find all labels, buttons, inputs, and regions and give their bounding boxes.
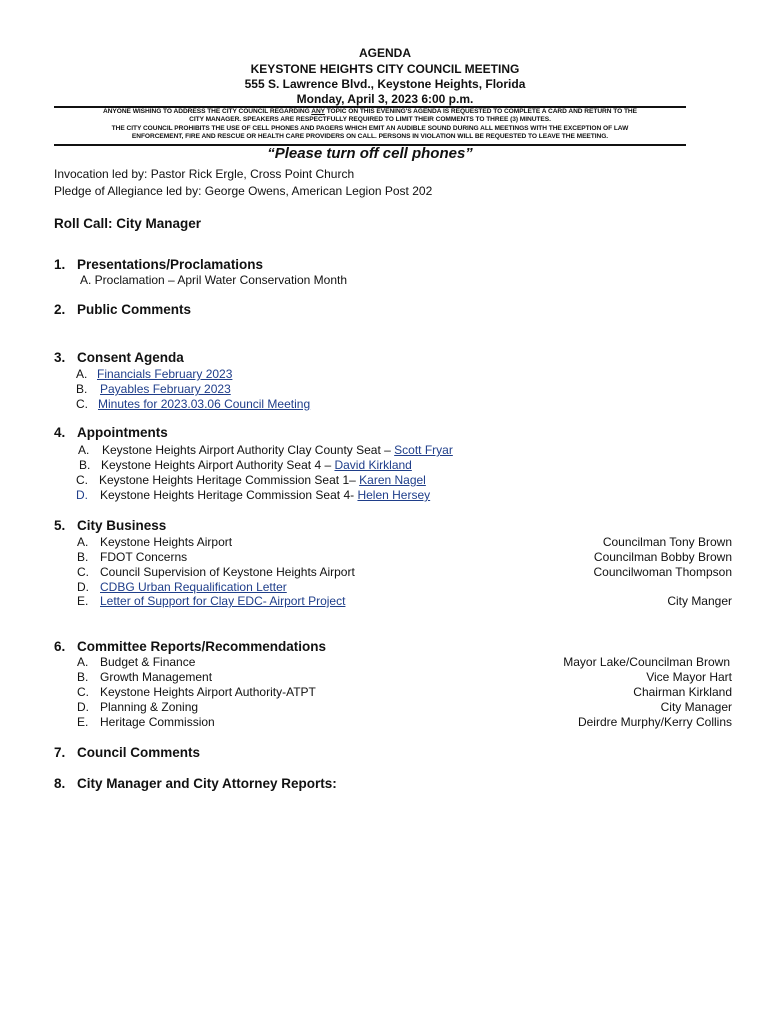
notice-line1-post: TOPIC ON THIS EVENING'S AGENDA IS REQUESTED TO COMPLETE A CARD AND RETURN TO THE <box>324 108 637 115</box>
section-8-heading <box>54 776 337 791</box>
notice-line3: THE CITY COUNCIL PROHIBITS THE USE OF CELL PHONES AND PAGERS WHICH EMIT AN AUDIBLE SOUND DURING ALL MEETINGS WITH THE EXCEPTION OF LAW <box>111 124 629 132</box>
s6-item-d-presenter: City Manager <box>660 700 732 714</box>
item-text: Keystone Heights Heritage Commission Seat 1– <box>99 473 360 487</box>
item-text: Heritage Commission <box>100 715 215 729</box>
public-notice <box>54 108 686 142</box>
section-4-heading <box>54 425 168 440</box>
item-letter: C. <box>77 565 89 579</box>
s6-item-c <box>77 685 316 699</box>
notice-line4: ENFORCEMENT, FIRE AND RESCUE OR HEALTH CARE PROVIDERS ON CALL. PERSONS IN VIOLATION WILL BE REQUESTED TO LEAVE THE MEETING. <box>131 133 609 141</box>
item-letter: A. <box>77 655 89 669</box>
section-number: 7. <box>54 745 66 760</box>
section-number: 2. <box>54 302 66 317</box>
section-5-heading <box>54 518 166 533</box>
david-kirkland-link[interactable]: David Kirkland <box>334 458 412 472</box>
notice-line1-pre: ANYONE WISHING TO ADDRESS THE CITY COUNCIL REGARDING <box>103 108 312 115</box>
section-title: Public Comments <box>77 302 192 317</box>
item-text: Growth Management <box>100 670 213 684</box>
s5-item-b <box>77 550 187 564</box>
s5-item-c <box>77 565 355 579</box>
invocation-line: Invocation led by: Pastor Rick Ergle, Cross Point Church <box>54 167 355 181</box>
s6-item-a <box>77 655 195 669</box>
item-letter: A. <box>76 367 88 381</box>
pledge-line: Pledge of Allegiance led by: George Owens, American Legion Post 202 <box>54 184 433 198</box>
item-text: Budget & Finance <box>100 655 196 669</box>
item-letter: B. <box>76 382 88 396</box>
section-number: 5. <box>54 518 66 533</box>
s5-item-a <box>77 535 232 549</box>
cell-phone-reminder: “Please turn off cell phones” <box>267 145 473 162</box>
section-title: City Business <box>77 518 167 533</box>
item-letter: B. <box>77 670 89 684</box>
item-letter: D. <box>77 700 89 714</box>
item-text: Planning & Zoning <box>100 700 199 714</box>
item-text: Keystone Heights Airport Authority Clay County Seat – <box>102 443 395 457</box>
cdbg-letter-link[interactable]: CDBG Urban Requalification Letter <box>100 580 287 594</box>
s4-item-c <box>76 473 426 487</box>
item-letter: B. <box>77 550 89 564</box>
section-3-heading <box>54 350 184 365</box>
section-title: Consent Agenda <box>77 350 184 365</box>
item-letter: A. <box>77 535 89 549</box>
s4-item-b <box>79 458 412 472</box>
meeting-address: 555 S. Lawrence Blvd., Keystone Heights, Florida <box>244 77 526 91</box>
s6-item-a-presenter: Mayor Lake/Councilman Brown <box>563 655 730 669</box>
section-7-heading <box>54 745 200 760</box>
section-1-heading <box>54 257 263 272</box>
clay-edc-letter-link[interactable]: Letter of Support for Clay EDC- Airport Project <box>100 594 346 608</box>
item-text: FDOT Concerns <box>100 550 188 564</box>
notice-any: ANY <box>311 108 325 115</box>
scott-fryar-link[interactable]: Scott Fryar <box>394 443 453 457</box>
section-number: 1. <box>54 257 66 272</box>
meeting-title: KEYSTONE HEIGHTS CITY COUNCIL MEETING <box>250 62 520 76</box>
item-letter: C. <box>76 473 88 487</box>
section-title: Council Comments <box>77 745 201 760</box>
s3-item-a <box>76 367 232 381</box>
item-letter: B. <box>79 458 91 472</box>
s5-item-a-presenter: Councilman Tony Brown <box>602 535 732 549</box>
item-letter: D. <box>76 488 88 502</box>
section-number: 8. <box>54 776 66 791</box>
s6-item-b-presenter: Vice Mayor Hart <box>646 670 732 684</box>
item-letter: E. <box>77 715 89 729</box>
s1-item-a: A. Proclamation – April Water Conservation Month <box>80 273 348 287</box>
payables-link[interactable]: Payables February 2023 <box>100 382 231 396</box>
item-letter: C. <box>77 685 89 699</box>
s3-item-c <box>76 397 310 411</box>
section-number: 6. <box>54 639 66 654</box>
item-text: Council Supervision of Keystone Heights Airport <box>100 565 355 579</box>
minutes-link[interactable]: Minutes for 2023.03.06 Council Meeting <box>98 397 311 411</box>
s6-item-b <box>77 670 212 684</box>
s5-item-e <box>77 594 345 608</box>
section-6-heading <box>54 639 326 654</box>
s6-item-e-presenter: Deirdre Murphy/Kerry Collins <box>577 715 732 729</box>
section-number: 4. <box>54 425 66 440</box>
item-letter: D. <box>77 580 89 594</box>
section-title: City Manager and City Attorney Reports: <box>77 776 337 791</box>
notice-line2: CITY MANAGER. SPEAKERS ARE RESPECTFULLY REQUIRED TO LIMIT THEIR COMMENTS TO THREE (3) MINUTES. <box>189 116 551 124</box>
item-text: Keystone Heights Heritage Commission Seat 4- <box>100 488 358 502</box>
financials-link[interactable]: Financials February 2023 <box>97 367 233 381</box>
agenda-heading: AGENDA <box>358 46 411 60</box>
s6-item-d <box>77 700 198 714</box>
item-letter: A. <box>78 443 90 457</box>
s4-item-d <box>76 488 430 502</box>
helen-hersey-link[interactable]: Helen Hersey <box>357 488 431 502</box>
item-text: Keystone Heights Airport <box>100 535 233 549</box>
item-text: Keystone Heights Airport Authority-ATPT <box>100 685 316 699</box>
s6-item-c-presenter: Chairman Kirkland <box>633 685 732 699</box>
section-title: Presentations/Proclamations <box>77 257 264 272</box>
roll-call: Roll Call: City Manager <box>54 216 202 231</box>
s5-item-d <box>77 580 287 594</box>
item-text: Keystone Heights Airport Authority Seat 4 – <box>101 458 335 472</box>
item-letter: C. <box>76 397 88 411</box>
s3-item-b <box>76 382 231 396</box>
s5-item-e-presenter: City Manger <box>667 594 732 608</box>
section-number: 3. <box>54 350 66 365</box>
section-2-heading <box>54 302 191 317</box>
s4-item-a <box>78 443 453 457</box>
s6-item-e <box>77 715 215 729</box>
s5-item-b-presenter: Councilman Bobby Brown <box>593 550 732 564</box>
section-title: Committee Reports/Recommendations <box>77 639 327 654</box>
karen-nagel-link[interactable]: Karen Nagel <box>359 473 426 487</box>
section-title: Appointments <box>77 425 168 440</box>
s5-item-c-presenter: Councilwoman Thompson <box>593 565 732 579</box>
meeting-date: Monday, April 3, 2023 6:00 p.m. <box>296 92 474 106</box>
item-letter: E. <box>77 594 89 608</box>
